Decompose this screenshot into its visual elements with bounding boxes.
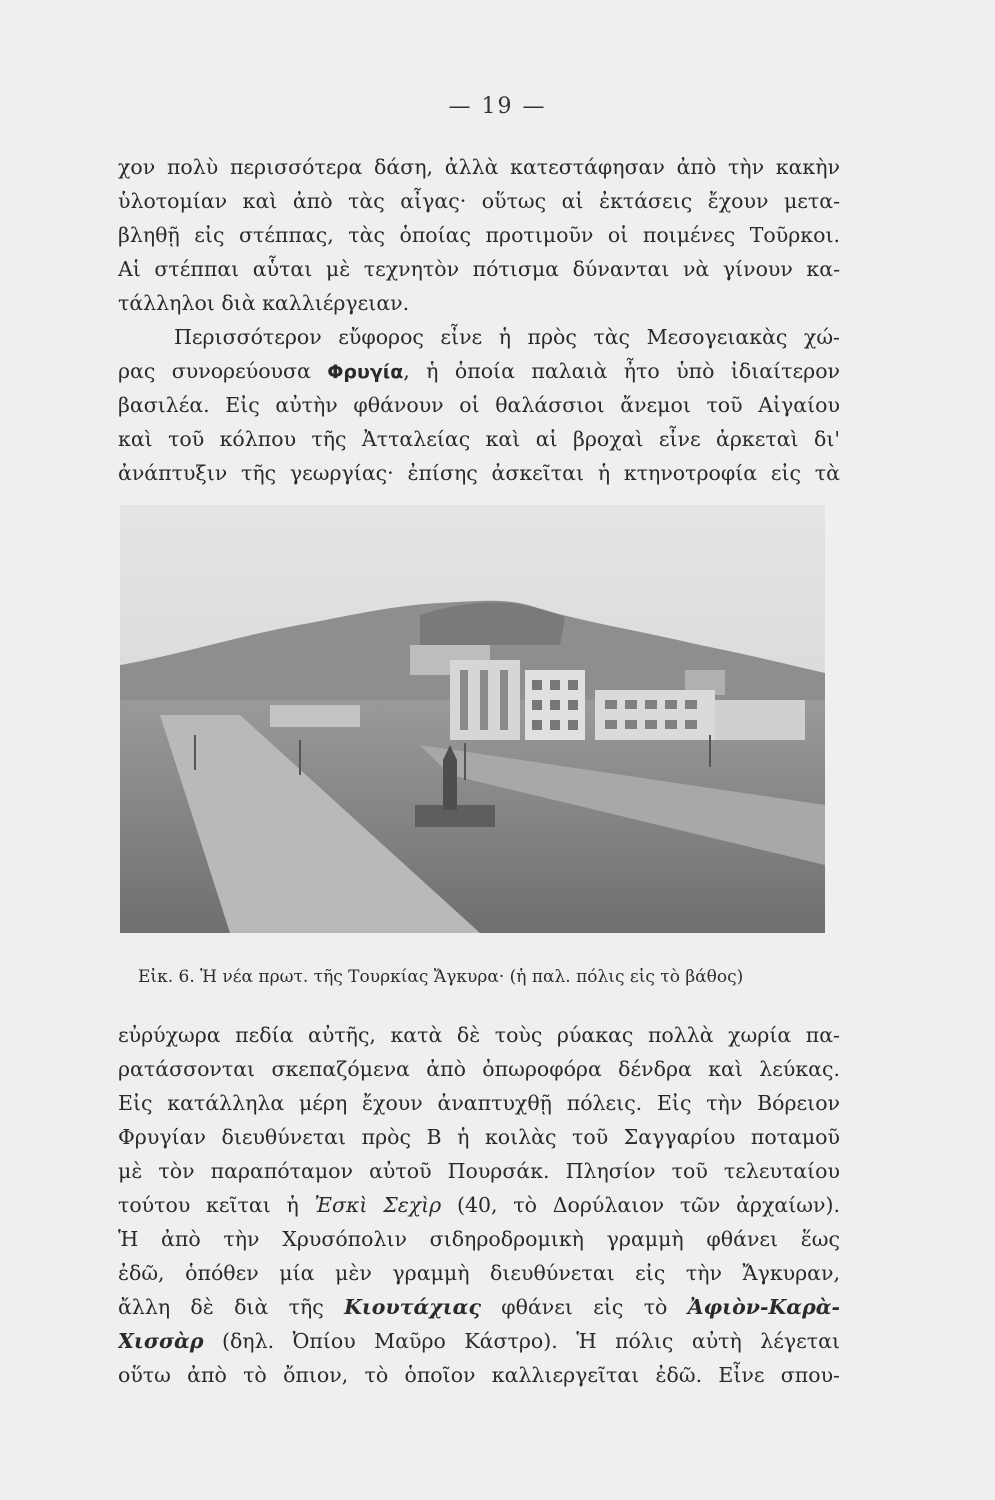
text-line: Αἱ στέππαι αὗται μὲ τεχνητὸν πότισμα δύνανται νὰ γίνουν κα- bbox=[118, 257, 840, 281]
text-fragment: ρας συνορεύουσα bbox=[118, 359, 328, 383]
text-line: ἀνάπτυξιν τῆς γεωργίας· ἐπίσης ἀσκεῖται ἡ κτηνοτροφία εἰς τὰ bbox=[118, 461, 840, 485]
place-name-kutahya: Κιουτάχιας bbox=[344, 1295, 481, 1319]
text-fragment: (δηλ. Ὀπίου Μαῦρο Κάστρο). Ἡ πόλις αὐτὴ λέγεται bbox=[203, 1329, 840, 1353]
place-name-hissar: Χισσὰρ bbox=[118, 1329, 204, 1353]
photo-illustration bbox=[120, 505, 825, 933]
text-line: Ἡ ἀπὸ τὴν Χρυσόπολιν σιδηροδρομικὴ γραμμὴ φθάνει ἕως bbox=[118, 1227, 840, 1251]
text-line bbox=[118, 354, 840, 388]
page-number: — 19 — bbox=[448, 94, 547, 119]
text-line bbox=[118, 1324, 840, 1358]
text-fragment: (40, τὸ Δορύλαιον τῶν ἀρχαίων). bbox=[441, 1193, 840, 1217]
text-line bbox=[118, 1188, 840, 1222]
figure-caption: Εἰκ. 6. Ἡ νέα πρωτ. τῆς Τουρκίας Ἄγκυρα· (ἡ παλ. πόλις εἰς τὸ βάθος) bbox=[138, 967, 744, 987]
place-name-afyon: Ἀφιὸν-Καρὰ- bbox=[687, 1295, 840, 1319]
text-line: βληθῇ εἰς στέππας, τὰς ὁποίας προτιμοῦν οἱ ποιμένες Τοῦρκοι. bbox=[118, 223, 840, 247]
text-line: καὶ τοῦ κόλπου τῆς Ἀτταλείας καὶ αἱ βροχαὶ εἶνε ἀρκεταὶ δι' bbox=[118, 427, 840, 451]
text-line: οὕτω ἀπὸ τὸ ὄπιον, τὸ ὁποῖον καλλιεργεῖται ἐδῶ. Εἶνε σπου- bbox=[118, 1363, 840, 1387]
text-line: τάλληλοι διὰ καλλιέργειαν. bbox=[118, 291, 410, 315]
text-fragment: ἄλλη δὲ διὰ τῆς bbox=[118, 1295, 345, 1319]
paragraph-bottom bbox=[118, 1018, 840, 1392]
text-line: βασιλέα. Εἰς αὐτὴν φθάνουν οἱ θαλάσσιοι ἄνεμοι τοῦ Αἰγαίου bbox=[118, 393, 840, 417]
text-line: Εἰς κατάλληλα μέρη ἔχουν ἀναπτυχθῇ πόλεις. Εἰς τὴν Βόρειον bbox=[118, 1091, 840, 1115]
paragraph-top bbox=[118, 150, 840, 490]
text-line: μὲ τὸν παραπόταμον αὐτοῦ Πουρσάκ. Πλησίον τοῦ τελευταίου bbox=[118, 1159, 840, 1183]
text-line: χον πολὺ περισσότερα δάση, ἀλλὰ κατεστάφησαν ἀπὸ τὴν κακὴν bbox=[118, 155, 840, 179]
text-line: Περισσότερον εὔφορος εἶνε ἡ πρὸς τὰς Μεσογειακὰς χώ- bbox=[174, 325, 840, 349]
text-line: ὑλοτομίαν καὶ ἀπὸ τὰς αἶγας· οὕτως αἱ ἐκτάσεις ἔχουν μετα- bbox=[118, 189, 840, 213]
text-line: εὐρύχωρα πεδία αὐτῆς, κατὰ δὲ τοὺς ρύακας πολλὰ χωρία πα- bbox=[118, 1023, 840, 1047]
figure-photo-ankara bbox=[120, 505, 825, 933]
text-fragment: φθάνει εἰς τὸ bbox=[480, 1295, 688, 1319]
text-fragment: τούτου κεῖται ἡ bbox=[118, 1193, 315, 1217]
place-name-eski-sehir: Ἐσκὶ Σεχὶρ bbox=[314, 1193, 442, 1217]
text-line bbox=[118, 1290, 840, 1324]
text-line: ἐδῶ, ὁπόθεν μία μὲν γραμμὴ διευθύνεται εἰς τὴν Ἄγκυραν, bbox=[118, 1261, 840, 1285]
text-line: ρατάσσονται σκεπαζόμενα ἀπὸ ὀπωροφόρα δένδρα καὶ λεύκας. bbox=[118, 1057, 840, 1081]
text-line: Φρυγίαν διευθύνεται πρὸς Β ἡ κοιλὰς τοῦ Σαγγαρίου ποταμοῦ bbox=[118, 1125, 840, 1149]
region-name-phrygia: Φρυγία bbox=[327, 361, 404, 383]
text-fragment: , ἡ ὁποία παλαιὰ ἦτο ὑπὸ ἰδιαίτερον bbox=[403, 359, 840, 383]
